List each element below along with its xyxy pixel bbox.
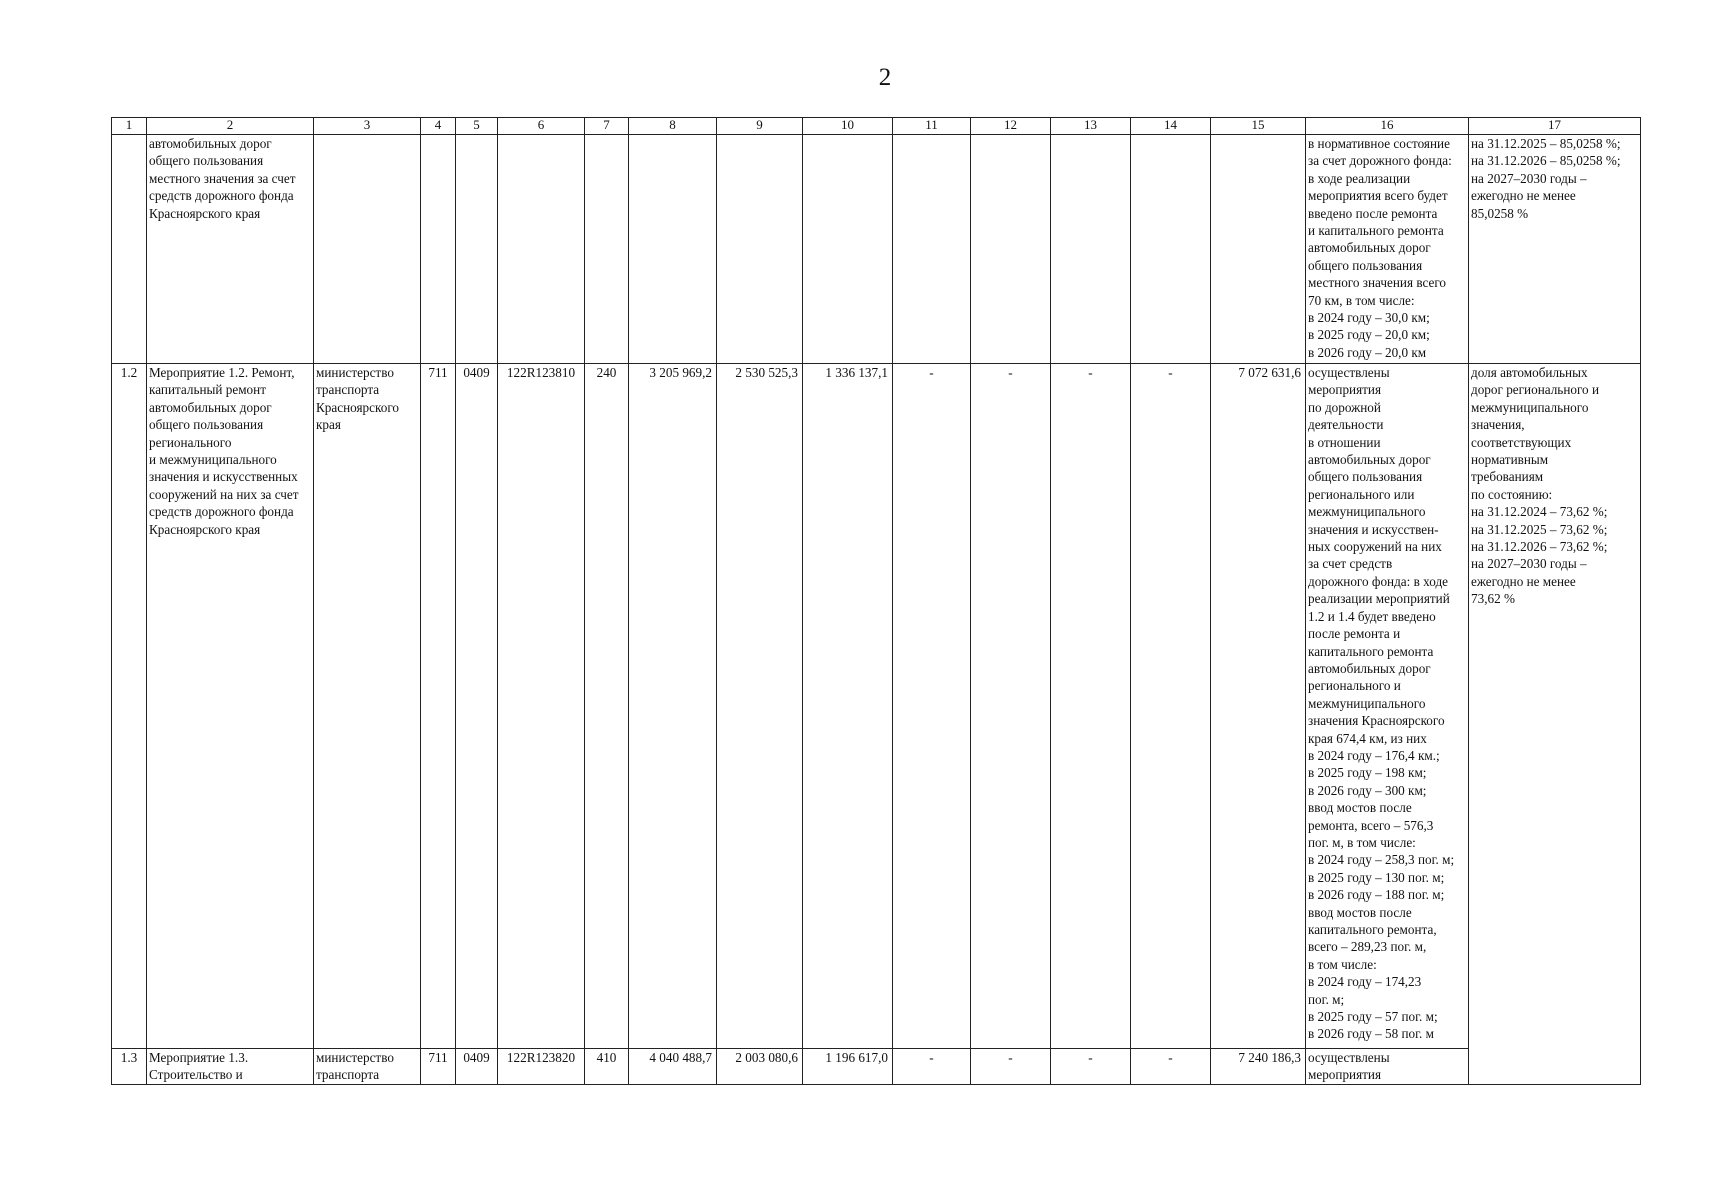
item-number-cell: 1.3 bbox=[112, 1049, 147, 1085]
expense-type-cell: 240 bbox=[585, 364, 629, 1049]
amount-cell bbox=[1051, 135, 1131, 364]
amount-cell: 1 336 137,1 bbox=[803, 364, 893, 1049]
table-row bbox=[112, 1049, 1641, 1085]
grbs-cell bbox=[421, 135, 456, 364]
amount-cell bbox=[803, 135, 893, 364]
table-row bbox=[112, 135, 1641, 364]
measure-name-cell: Мероприятие 1.2. Ремонт, капитальный ремонт автомобильных дорог общего пользования регионального и межмуниципального значения и искусственных сооружений на них за счет средств дорожного фонда Красноярского края bbox=[147, 364, 314, 1049]
header-cell: 11 bbox=[893, 118, 971, 135]
section-code-cell: 0409 bbox=[456, 1049, 498, 1085]
total-cell: 7 072 631,6 bbox=[1211, 364, 1306, 1049]
measure-name-cell: Мероприятие 1.3. Строительство и bbox=[147, 1049, 314, 1085]
header-cell: 17 bbox=[1469, 118, 1641, 135]
target-article-cell bbox=[498, 135, 585, 364]
amount-cell: 3 205 969,2 bbox=[629, 364, 717, 1049]
indicator-cell: доля автомобильных дорог регионального и межмуниципального значения, соответствующих нормативным требованиям по состоянию: на 31.12.2024 – 73,62 %; на 31.12.2025 – 73,62 %; на 31.12.2026 – 73,62 %; на 2027–2030 годы – ежегодно не менее 73,62 % bbox=[1469, 364, 1641, 1085]
header-cell: 12 bbox=[971, 118, 1051, 135]
measure-name-cell: автомобильных дорог общего пользования местного значения за счет средств дорожного фонда Красноярского края bbox=[147, 135, 314, 364]
expected-result-cell: осуществлены мероприятия bbox=[1306, 1049, 1469, 1085]
grbs-cell: 711 bbox=[421, 1049, 456, 1085]
header-cell: 9 bbox=[717, 118, 803, 135]
amount-cell bbox=[1131, 135, 1211, 364]
indicator-cell: на 31.12.2025 – 85,0258 %; на 31.12.2026 – 85,0258 %; на 2027–2030 годы – ежегодно не менее 85,0258 % bbox=[1469, 135, 1641, 364]
program-table bbox=[111, 117, 1641, 1085]
amount-cell bbox=[717, 135, 803, 364]
header-cell: 2 bbox=[147, 118, 314, 135]
amount-cell bbox=[971, 135, 1051, 364]
executor-cell: министерство транспорта Красноярского края bbox=[314, 364, 421, 1049]
total-cell bbox=[1211, 135, 1306, 364]
executor-cell: министерство транспорта bbox=[314, 1049, 421, 1085]
expected-result-cell: осуществлены мероприятия по дорожной деятельности в отношении автомобильных дорог общего пользования регионального или межмуниципального значения и искусствен- ных сооружений на них за счет средств дорожного фонда: в ходе реализации мероприятий 1.2 и 1.4 будет введено после ремонта и капитального ремонта автомобильных дорог регионального и межмуниципального значения Красноярского края 674,4 км, из них в 2024 году – 176,4 км.; в 2025 году – 198 км; в 2026 году – 300 км; ввод мостов после ремонта, всего – 576,3 пог. м, в том числе: в 2024 году – 258,3 пог. м; в 2025 году – 130 пог. м; в 2026 году – 188 пог. м; ввод мостов после капитального ремонта, всего – 289,23 пог. м, в том числе: в 2024 году – 174,23 пог. м; в 2025 году – 57 пог. м; в 2026 году – 58 пог. м bbox=[1306, 364, 1469, 1049]
header-cell: 14 bbox=[1131, 118, 1211, 135]
header-cell: 15 bbox=[1211, 118, 1306, 135]
executor-cell bbox=[314, 135, 421, 364]
amount-cell: 1 196 617,0 bbox=[803, 1049, 893, 1085]
amount-cell: - bbox=[1131, 1049, 1211, 1085]
total-cell: 7 240 186,3 bbox=[1211, 1049, 1306, 1085]
header-cell: 4 bbox=[421, 118, 456, 135]
page-number: 2 bbox=[878, 64, 892, 91]
amount-cell: - bbox=[893, 1049, 971, 1085]
header-cell: 8 bbox=[629, 118, 717, 135]
header-cell: 3 bbox=[314, 118, 421, 135]
item-number-cell bbox=[112, 135, 147, 364]
expense-type-cell bbox=[585, 135, 629, 364]
section-code-cell bbox=[456, 135, 498, 364]
amount-cell: - bbox=[971, 364, 1051, 1049]
amount-cell: - bbox=[971, 1049, 1051, 1085]
item-number-cell: 1.2 bbox=[112, 364, 147, 1049]
amount-cell: 2 003 080,6 bbox=[717, 1049, 803, 1085]
amount-cell: - bbox=[1051, 1049, 1131, 1085]
expense-type-cell: 410 bbox=[585, 1049, 629, 1085]
grbs-cell: 711 bbox=[421, 364, 456, 1049]
header-cell: 10 bbox=[803, 118, 893, 135]
target-article-cell: 122R123820 bbox=[498, 1049, 585, 1085]
amount-cell: 2 530 525,3 bbox=[717, 364, 803, 1049]
amount-cell bbox=[629, 135, 717, 364]
section-code-cell: 0409 bbox=[456, 364, 498, 1049]
table-row bbox=[112, 364, 1641, 1049]
header-cell: 6 bbox=[498, 118, 585, 135]
expected-result-cell: в нормативное состояние за счет дорожного фонда: в ходе реализации мероприятия всего будет введено после ремонта и капитального ремонта автомобильных дорог общего пользования местного значения всего 70 км, в том числе: в 2024 году – 30,0 км; в 2025 году – 20,0 км; в 2026 году – 20,0 км bbox=[1306, 135, 1469, 364]
amount-cell: 4 040 488,7 bbox=[629, 1049, 717, 1085]
amount-cell: - bbox=[1131, 364, 1211, 1049]
amount-cell: - bbox=[893, 364, 971, 1049]
target-article-cell: 122R123810 bbox=[498, 364, 585, 1049]
column-number-header-row bbox=[112, 118, 1641, 135]
amount-cell: - bbox=[1051, 364, 1131, 1049]
header-cell: 16 bbox=[1306, 118, 1469, 135]
header-cell: 1 bbox=[112, 118, 147, 135]
header-cell: 7 bbox=[585, 118, 629, 135]
amount-cell bbox=[893, 135, 971, 364]
header-cell: 5 bbox=[456, 118, 498, 135]
header-cell: 13 bbox=[1051, 118, 1131, 135]
